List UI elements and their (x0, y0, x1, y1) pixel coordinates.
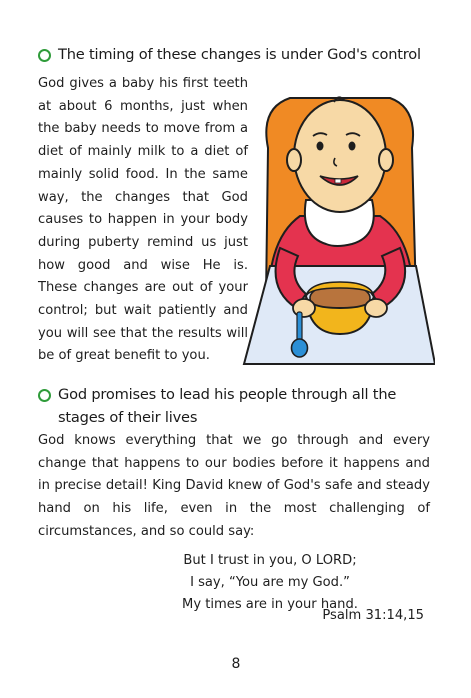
section-paragraph-promises: God knows everything that we go through and every change that happens to our bodies before it happens and in precise detail! King David knew of God's safe and steady hand on his life, even in the most challenging of circumstances, and so could say: (38, 433, 430, 539)
paragraph-line: of mainly solid food. In the (38, 144, 248, 182)
green-circle-bullet-icon (38, 389, 51, 402)
paragraph-line: God causes to happen in your (38, 189, 248, 228)
paragraph-line: at about 6 months, just when (38, 98, 248, 114)
paragraph-line: the baby needs to move from (38, 121, 236, 137)
paragraph-line: God gives a baby his first teeth (38, 76, 248, 91)
baby-right-ear (379, 149, 393, 171)
baby-left-ear (287, 149, 301, 171)
page-number: 8 (231, 656, 241, 672)
spoon-bowl (292, 339, 308, 357)
section-heading-text: God promises to lead his people through all the stages of their lives (58, 386, 397, 426)
paragraph-line: He is. These changes are (38, 257, 248, 296)
baby-left-hand (293, 299, 315, 317)
paragraph-line: you. (181, 348, 210, 364)
paragraph-line: us just how good and wise (38, 234, 248, 273)
paragraph-line: a diet of mainly milk to a diet (38, 121, 248, 160)
section-heading-promises (38, 383, 418, 429)
baby-right-eye (349, 142, 356, 151)
green-circle-bullet-icon (38, 49, 51, 62)
section-paragraph-timing (38, 73, 248, 368)
paragraph-line: be of great benefit to (38, 348, 178, 364)
psalm-quote-line: But I trust in you, O LORD; (183, 553, 357, 568)
section-heading-timing (38, 43, 438, 66)
paragraph-line: see that the results will (92, 325, 249, 341)
psalm-quote-line: I say, “You are my God.” (190, 575, 350, 591)
spoon-handle (297, 312, 302, 342)
baby-right-hand (365, 299, 387, 317)
baby-head (294, 100, 386, 212)
baby-in-highchair-illustration (240, 68, 435, 368)
psalm-quote-line: My times are in your hand. (182, 597, 358, 613)
paragraph-line: body during puberty remind (38, 212, 248, 250)
baby-left-eye (317, 142, 324, 151)
section-heading-text: The timing of these changes is under God's control (58, 46, 421, 63)
psalm-reference: Psalm 31:14,15 (322, 608, 424, 623)
paragraph-line: wait patiently and you will (38, 303, 248, 341)
baby-teeth (335, 179, 341, 183)
paragraph-line: out of your control; but (38, 280, 248, 319)
paragraph-line: same way, the changes that (38, 166, 248, 205)
